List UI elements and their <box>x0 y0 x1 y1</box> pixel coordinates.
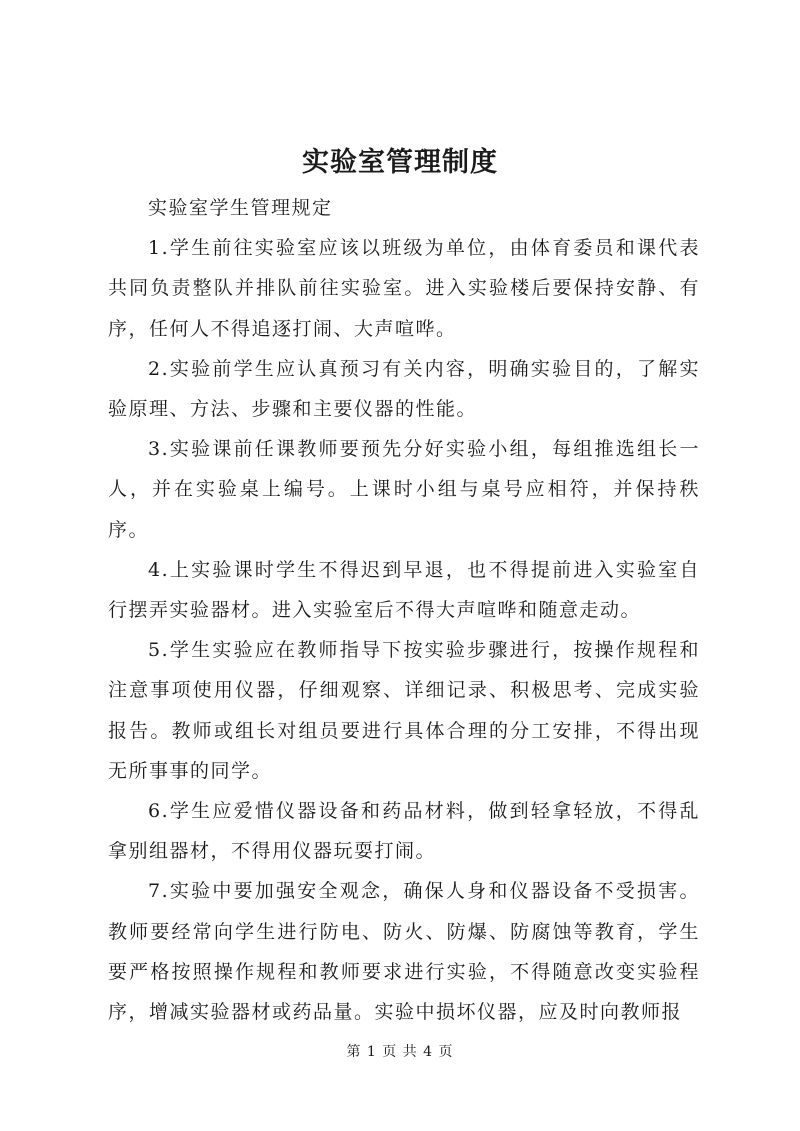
rule-paragraph-1: 1.学生前往实验室应该以班级为单位，由体育委员和课代表共同负责整队并排队前往实验室。进入实验楼后要保持安静、有序，任何人不得追逐打闹、大声喧哗。 <box>108 237 700 340</box>
page-number-footer: 第 1 页 共 4 页 <box>346 1044 454 1060</box>
rule-paragraph-7: 7.实验中要加强安全观念，确保人身和仪器设备不受损害。教师要经常向学生进行防电、防火、防爆、防腐蚀等教育，学生要严格按照操作规程和教师要求进行实验，不得随意改变实验程序，增减实验器材或药品量。实验中损坏仪器，应及时向教师报 <box>108 880 700 1024</box>
rule-paragraph-5: 5.学生实验应在教师指导下按实验步骤进行，按操作规程和注意事项使用仪器，仔细观察、详细记录、积极思考、完成实验报告。教师或组长对组员要进行具体合理的分工安排，不得出现无所事事的同学。 <box>108 639 700 782</box>
rule-paragraph-3: 3.实验课前任课教师要预先分好实验小组，每组推选组长一人，并在实验桌上编号。上课时小组与桌号应相符，并保持秩序。 <box>108 438 700 541</box>
document-body <box>108 188 700 1032</box>
rule-paragraph-2: 2.实验前学生应认真预习有关内容，明确实验目的，了解实验原理、方法、步骤和主要仪器的性能。 <box>108 357 700 421</box>
section-heading: 实验室学生管理规定 <box>148 197 333 219</box>
document-title: 实验室管理制度 <box>302 147 498 178</box>
rule-paragraph-4: 4.上实验课时学生不得迟到早退，也不得提前进入实验室自行摆弄实验器材。进入实验室后不得大声喧哗和随意走动。 <box>108 558 700 622</box>
rule-paragraph-6: 6.学生应爱惜仪器设备和药品材料，做到轻拿轻放，不得乱拿别组器材，不得用仪器玩耍打闹。 <box>108 800 700 863</box>
